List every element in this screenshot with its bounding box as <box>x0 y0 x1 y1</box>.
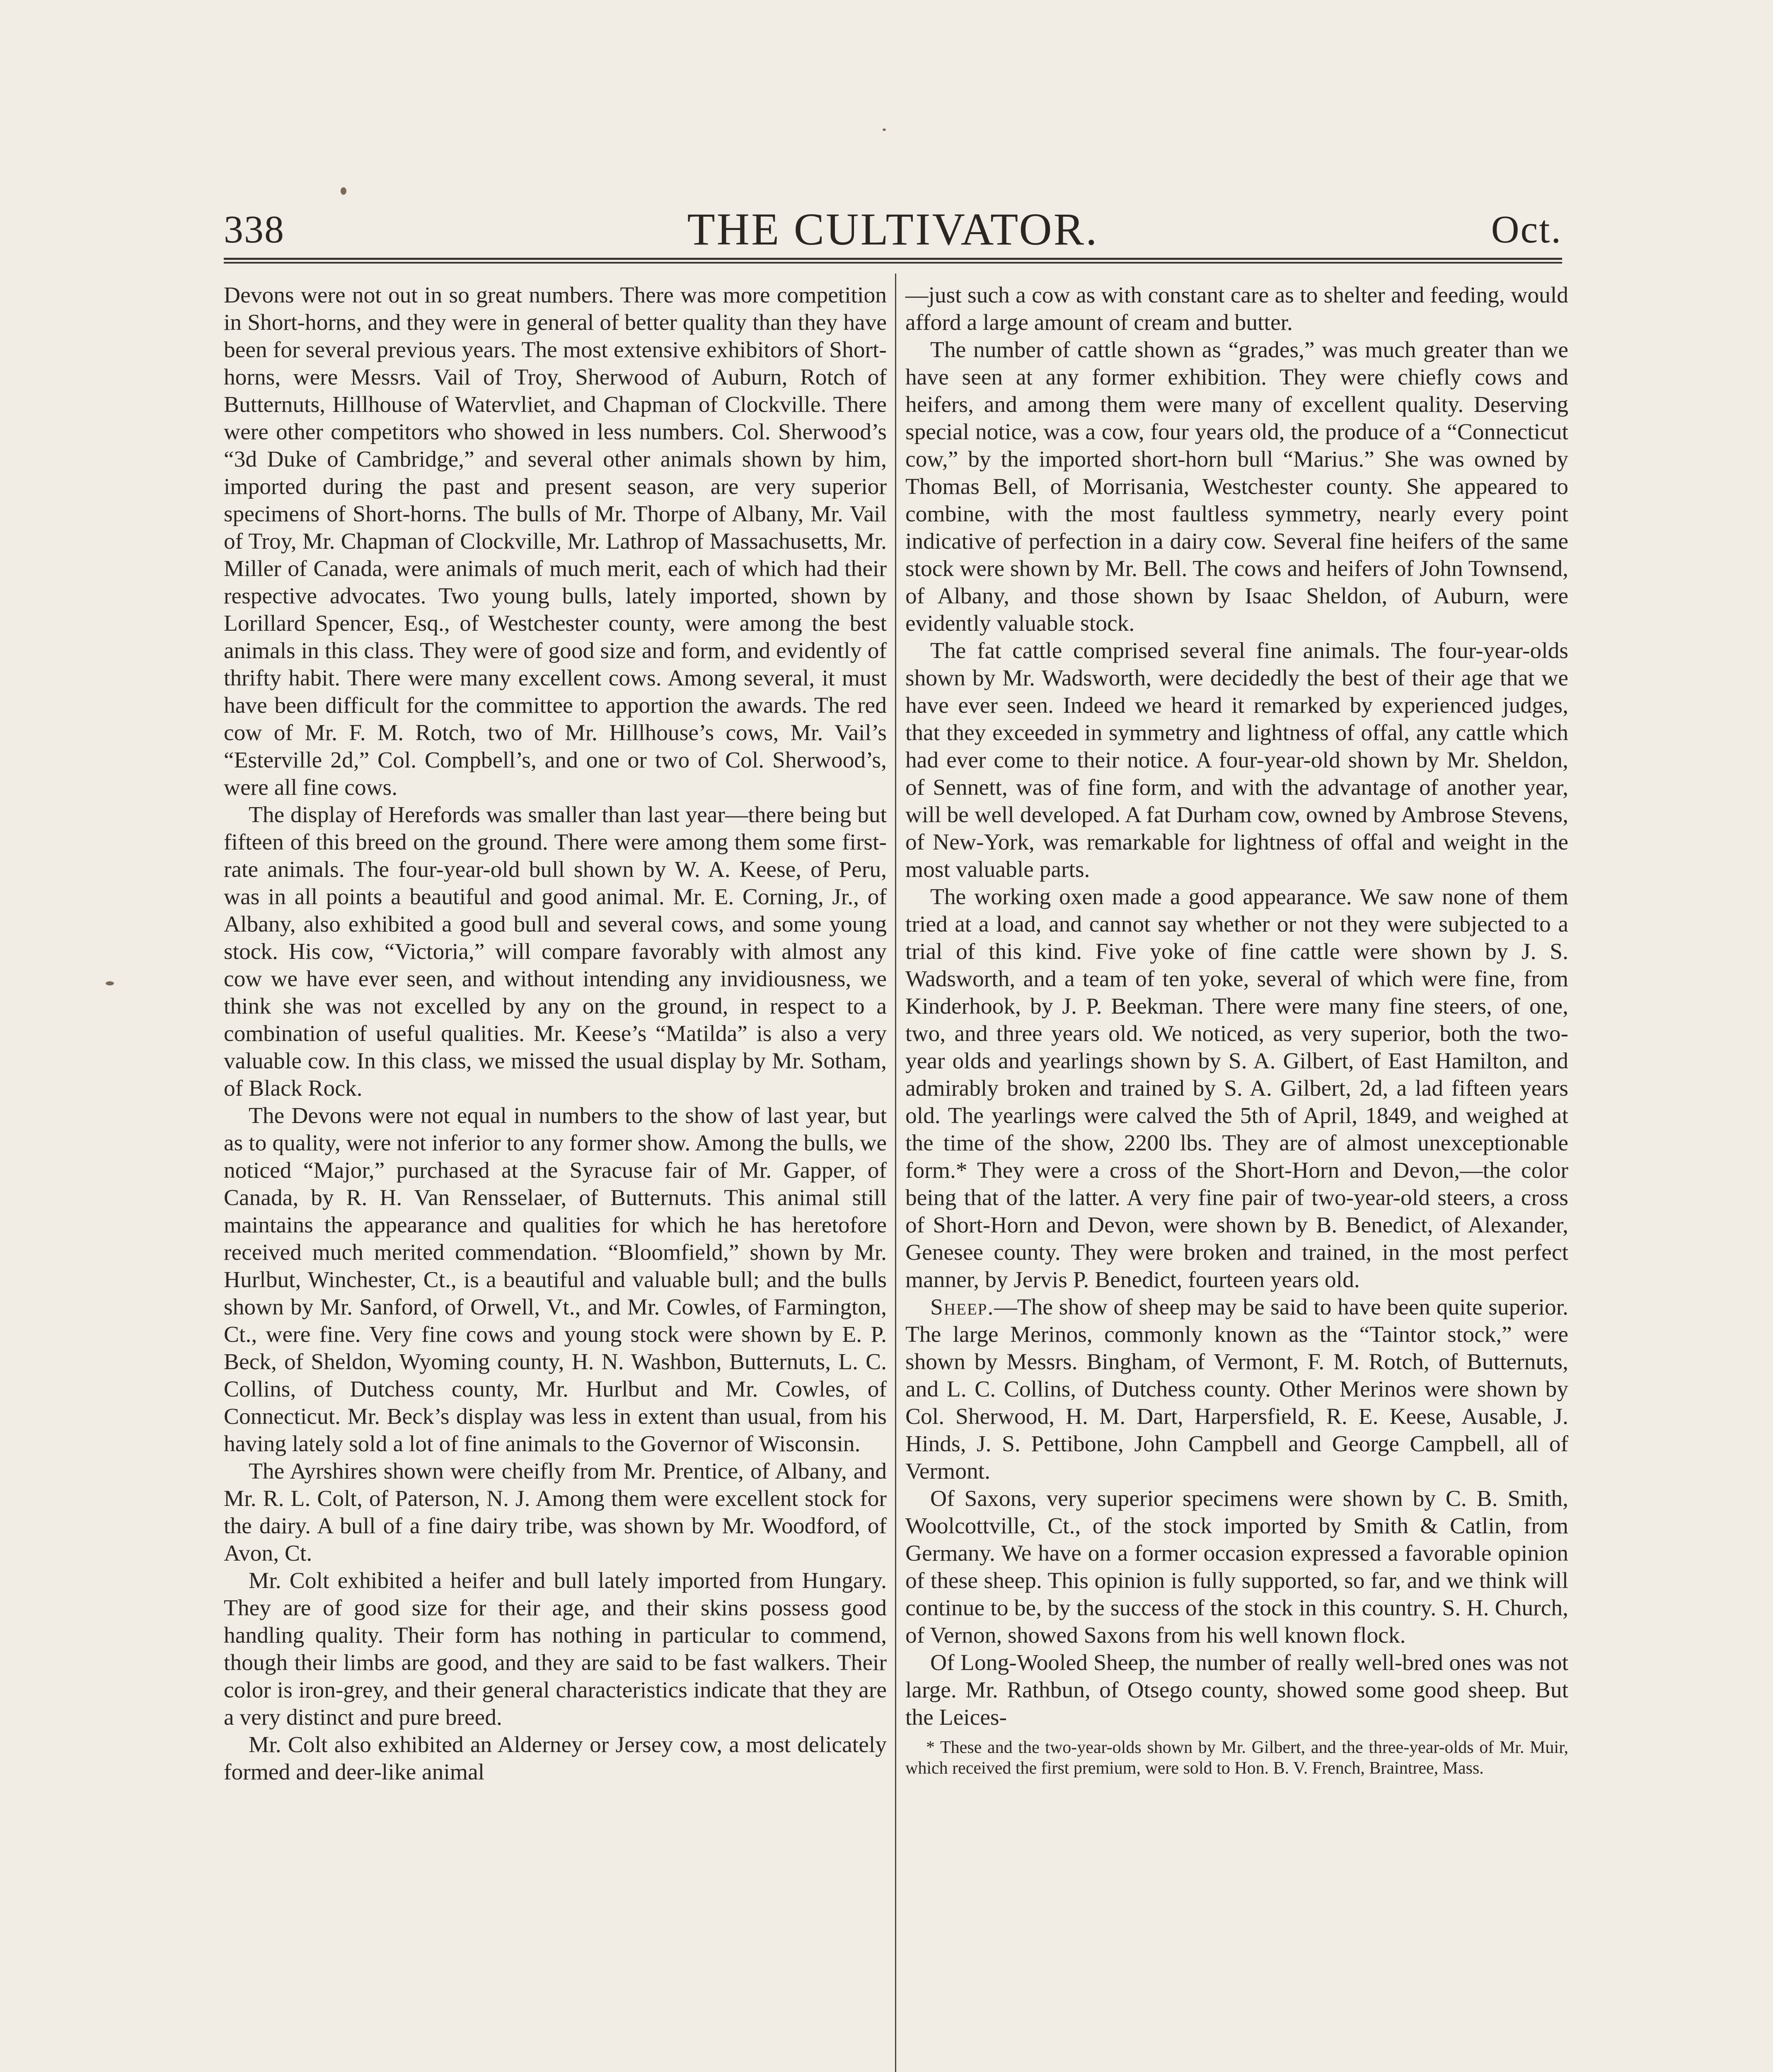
page-header <box>224 199 1562 261</box>
paper-speck <box>106 981 114 985</box>
paragraph: The number of cattle shown as “grades,” was much greater than we have seen at any former exhibition. They were chiefly cows and heifers, and among them were many of excellent quality. Deserving special notice, was a cow, four years old, the produce of a “Connecticut cow,” by the imported short-horn bull “Marius.” She was owned by Thomas Bell, of Morrisania, Westchester county. She appeared to combine, with the most faultless symmetry, nearly every point indicative of perfection in a dairy cow. Several fine heifers of the same stock were shown by Mr. Bell. The cows and heifers of John Townsend, of Albany, and those shown by Isaac Sheldon, of Auburn, were evidently valuable stock. <box>905 337 1568 636</box>
paragraph: The Devons were not equal in numbers to the show of last year, but as to quality, were not inferior to any former show. Among the bulls, we noticed “Major,” purchased at the Syracuse fair of Mr. Gapper, of Canada, by R. H. Van Rensselaer, of Butternuts. This animal still maintains the appearance and qualities for which he has heretofore received much merited commendation. “Bloomfield,” shown by Mr. Hurlbut, Winchester, Ct., is a beautiful and valuable bull; and the bulls shown by Mr. Sanford, of Orwell, Vt., and Mr. Cowles, of Farmington, Ct., were fine. Very fine cows and young stock were shown by E. P. Beck, of Sheldon, Wyoming county, H. N. Washbon, Butternuts, L. C. Collins, of Dutchess county, Mr. Hurlbut and Mr. Cowles, of Connecticut. Mr. Beck’s display was less in extent than usual, from his having lately sold a lot of fine animals to the Governor of Wisconsin. <box>224 1103 887 1457</box>
paper-speck <box>341 187 346 195</box>
header-rule <box>224 258 1562 264</box>
paragraph: The fat cattle comprised several fine animals. The four-year-olds shown by Mr. Wadsworth, were decidedly the best of their age that we have ever seen. Indeed we heard it remarked by experienced judges, that they exceeded in symmetry and lightness of offal, any cattle which had ever come to their notice. A four-year-old shown by Mr. Sheldon, of Sennett, was of fine form, and with the advantage of another year, will be well developed. A fat Durham cow, owned by Ambrose Stevens, of New-York, was remarkable for lightness of offal and weight in the most valuable parts. <box>905 638 1568 882</box>
page-number: 338 <box>224 208 285 251</box>
sheep-paragraph-text: —The show of sheep may be said to have been quite superior. The large Merinos, commonly known as the “Taintor stock,” were shown by Messrs. Bingham, of Vermont, F. M. Rotch, of Butternuts, and L. C. Collins, of Dutchess county. Other Merinos were shown by Col. Sherwood, H. M. Dart, Harpersfield, R. E. Keese, Ausable, J. Hinds, J. S. Pettibone, John Campbell and George Campbell, all of Vermont. <box>905 1295 1568 1484</box>
paper-speck <box>883 128 886 131</box>
paragraph: —just such a cow as with constant care as to shelter and feeding, would afford a large amount of cream and butter. <box>905 283 1568 335</box>
paragraph: The working oxen made a good appearance. We saw none of them tried at a load, and cannot say whether or not they were subjected to a trial of this kind. Five yoke of fine cattle were shown by J. S. Wadsworth, and a team of ten yoke, several of which were fine, from Kinderhook, by J. P. Beekman. There were many fine steers, of one, two, and three years old. We noticed, as very superior, both the two-year olds and yearlings shown by S. A. Gilbert, of East Hamilton, and admirably broken and trained by S. A. Gilbert, 2d, a lad fifteen years old. The yearlings were calved the 5th of April, 1849, and weighed at the time of the show, 2200 lbs. They are of almost unexceptionable form.* They were a cross of the Short-Horn and Devon,—the color being that of the latter. A very fine pair of two-year-old steers, a cross of Short-Horn and Devon, were shown by B. Benedict, of Alexander, Genesee county. They were broken and trained, in the most perfect manner, by Jervis P. Benedict, fourteen years old. <box>905 884 1568 1293</box>
paragraph: Of Saxons, very superior specimens were shown by C. B. Smith, Woolcottville, Ct., of the stock imported by Smith & Catlin, from Germany. We have on a former occasion expressed a favorable opinion of these sheep. This opinion is fully supported, so far, and we think will continue to be, by the success of the stock in this country. S. H. Church, of Vernon, showed Saxons from his well known flock. <box>905 1486 1568 1648</box>
sheep-paragraph <box>905 1294 1568 1485</box>
publication-title: THE CULTIVATOR. <box>687 204 1099 254</box>
paragraph: Mr. Colt also exhibited an Alderney or Jersey cow, a most delicately formed and deer-like animal <box>224 1732 887 1785</box>
right-column <box>905 282 1568 1779</box>
paragraph: Of Long-Wooled Sheep, the number of really well-bred ones was not large. Mr. Rathbun, of Otsego county, showed some good sheep. But the Leices- <box>905 1650 1568 1730</box>
paragraph: The Ayrshires shown were cheifly from Mr. Prentice, of Albany, and Mr. R. L. Colt, of Paterson, N. J. Among them were excellent stock for the dairy. A bull of a fine dairy tribe, was shown by Mr. Woodford, of Avon, Ct. <box>224 1459 887 1566</box>
footnote: * These and the two-year-olds shown by Mr. Gilbert, and the three-year-olds of Mr. Muir, which received the first premium, were sold to Hon. B. V. French, Braintree, Mass. <box>905 1738 1568 1778</box>
paragraph: Devons were not out in so great numbers. There was more competition in Short-horns, and they were in general of better quality than they have been for several previous years. The most extensive exhibitors of Short-horns, were Messrs. Vail of Troy, Sherwood of Auburn, Rotch of Butternuts, Hillhouse of Watervliet, and Chapman of Clockville. There were other competitors who showed in less numbers. Col. Sherwood’s “3d Duke of Cambridge,” and several other animals shown by him, imported during the past and present season, are very superior specimens of Short-horns. The bulls of Mr. Thorpe of Albany, Mr. Vail of Troy, Mr. Chapman of Clockville, Mr. Lathrop of Massachusetts, Mr. Miller of Canada, were animals of much merit, each of which had their respective advocates. Two young bulls, lately imported, shown by Lorillard Spencer, Esq., of Westchester county, were among the best animals in this class. They were of good size and form, and evidently of thrifty habit. There were many excellent cows. Among several, it must have been difficult for the committee to apportion the awards. The red cow of Mr. F. M. Rotch, two of Mr. Hillhouse’s cows, Mr. Vail’s “Esterville 2d,” Col. Compbell’s, and one or two of Col. Sherwood’s, were all fine cows. <box>224 283 887 800</box>
left-column <box>224 282 887 1786</box>
issue-month: Oct. <box>1491 208 1562 251</box>
column-divider <box>895 274 896 2072</box>
paragraph: Mr. Colt exhibited a heifer and bull lately imported from Hungary. They are of good size for their age, and their skins possess good handling quality. Their form has nothing in particular to commend, though their limbs are good, and they are said to be fast walkers. Their color is iron-grey, and their general characteristics indicate that they are a very distinct and pure breed. <box>224 1568 887 1730</box>
section-heading-sheep: Sheep. <box>930 1295 994 1320</box>
paragraph: The display of Herefords was smaller than last year—there being but fifteen of this breed on the ground. There were among them some first-rate animals. The four-year-old bull shown by W. A. Keese, of Peru, was in all points a beautiful and good animal. Mr. E. Corning, Jr., of Albany, also exhibited a good bull and several cows, and some young stock. His cow, “Victoria,” will compare favorably with almost any cow we have ever seen, and without intending any invidiousness, we think she was not excelled by any on the ground, in respect to a combination of useful qualities. Mr. Keese’s “Matilda” is also a very valuable cow. In this class, we missed the usual display by Mr. Sotham, of Black Rock. <box>224 802 887 1101</box>
